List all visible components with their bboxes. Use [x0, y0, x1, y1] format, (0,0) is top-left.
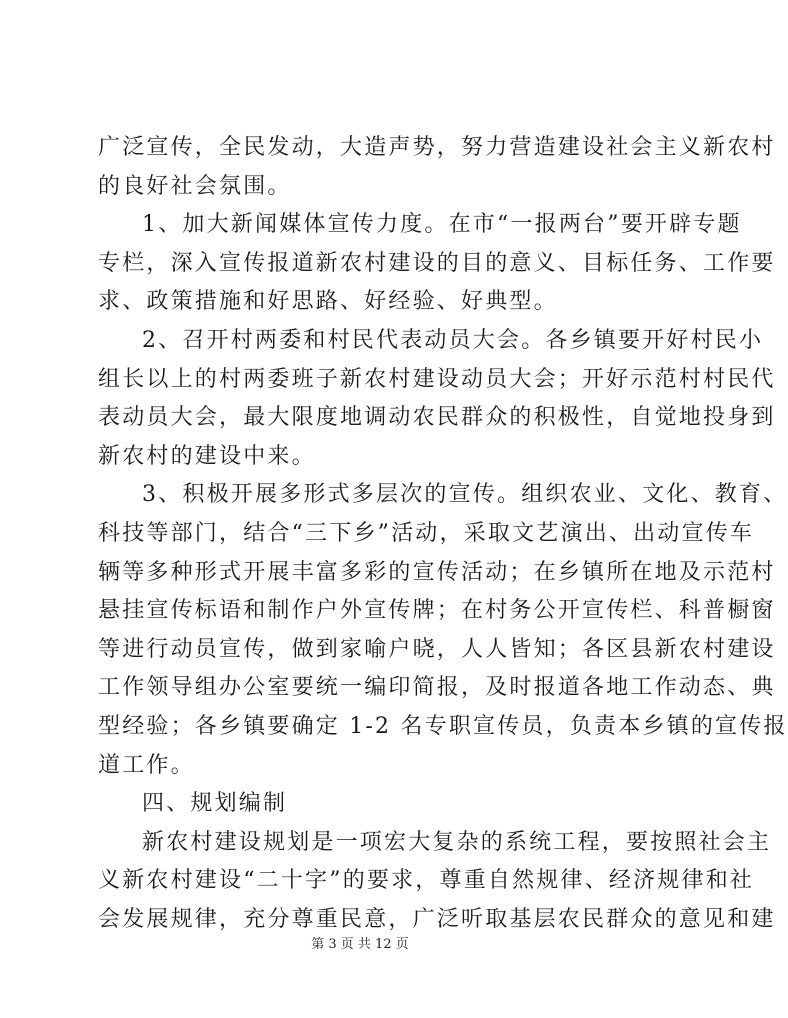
text-line: 悬挂宣传标语和制作户外宣传牌；在村务公开宣传栏、科普橱窗 — [98, 598, 776, 624]
text-line: 求、政策措施和好思路、好经验、好典型。 — [98, 289, 558, 315]
text-line: 道工作。 — [98, 752, 195, 778]
text-line: 的良好社会氛围。 — [98, 173, 292, 199]
text-line: 3、积极开展多形式多层次的宣传。组织农业、文化、教育、 — [142, 482, 788, 508]
text-line: 广泛宣传，全民发动，大造声势，努力营造建设社会主义新农村 — [98, 135, 776, 160]
text-line: 义新农村建设“二十字”的要求，尊重自然规律、经济规律和社 — [98, 868, 755, 894]
text-line: 1、加大新闻媒体宣传力度。在市“一报两台”要开辟专题 — [142, 212, 742, 238]
text-line: 新农村的建设中来。 — [98, 443, 316, 469]
text-line: 组长以上的村两委班子新农村建设动员大会；开好示范村村民代 — [98, 366, 776, 392]
text-line: 等进行动员宣传，做到家喻户晓，人人皆知；各区县新农村建设 — [98, 636, 776, 662]
page-footer: 第 3 页 共 12 页 — [311, 937, 409, 952]
text-line: 工作领导组办公室要统一编印简报，及时报道各地工作动态、典 — [98, 675, 776, 701]
text-line: 科技等部门，结合“三下乡”活动，采取文艺演出、出动宣传车 — [98, 521, 755, 546]
section-heading: 四、规划编制 — [142, 791, 288, 817]
text-line: 2、召开村两委和村民代表动员大会。各乡镇要开好村民小 — [142, 328, 764, 353]
text-line: 型经验；各乡镇要确定 1-2 名专职宣传员，负责本乡镇的宣传报 — [98, 714, 788, 739]
text-line: 辆等多种形式开展丰富多彩的宣传活动；在乡镇所在地及示范村 — [98, 559, 776, 585]
text-line: 新农村建设规划是一项宏大复杂的系统工程，要按照社会主 — [142, 829, 772, 855]
text-line: 会发展规律，充分尊重民意，广泛听取基层农民群众的意见和建 — [98, 907, 776, 932]
text-line: 专栏，深入宣传报道新农村建设的目的意义、目标任务、工作要 — [98, 250, 776, 276]
text-line: 表动员大会，最大限度地调动农民群众的积极性，自觉地投身到 — [98, 405, 776, 431]
